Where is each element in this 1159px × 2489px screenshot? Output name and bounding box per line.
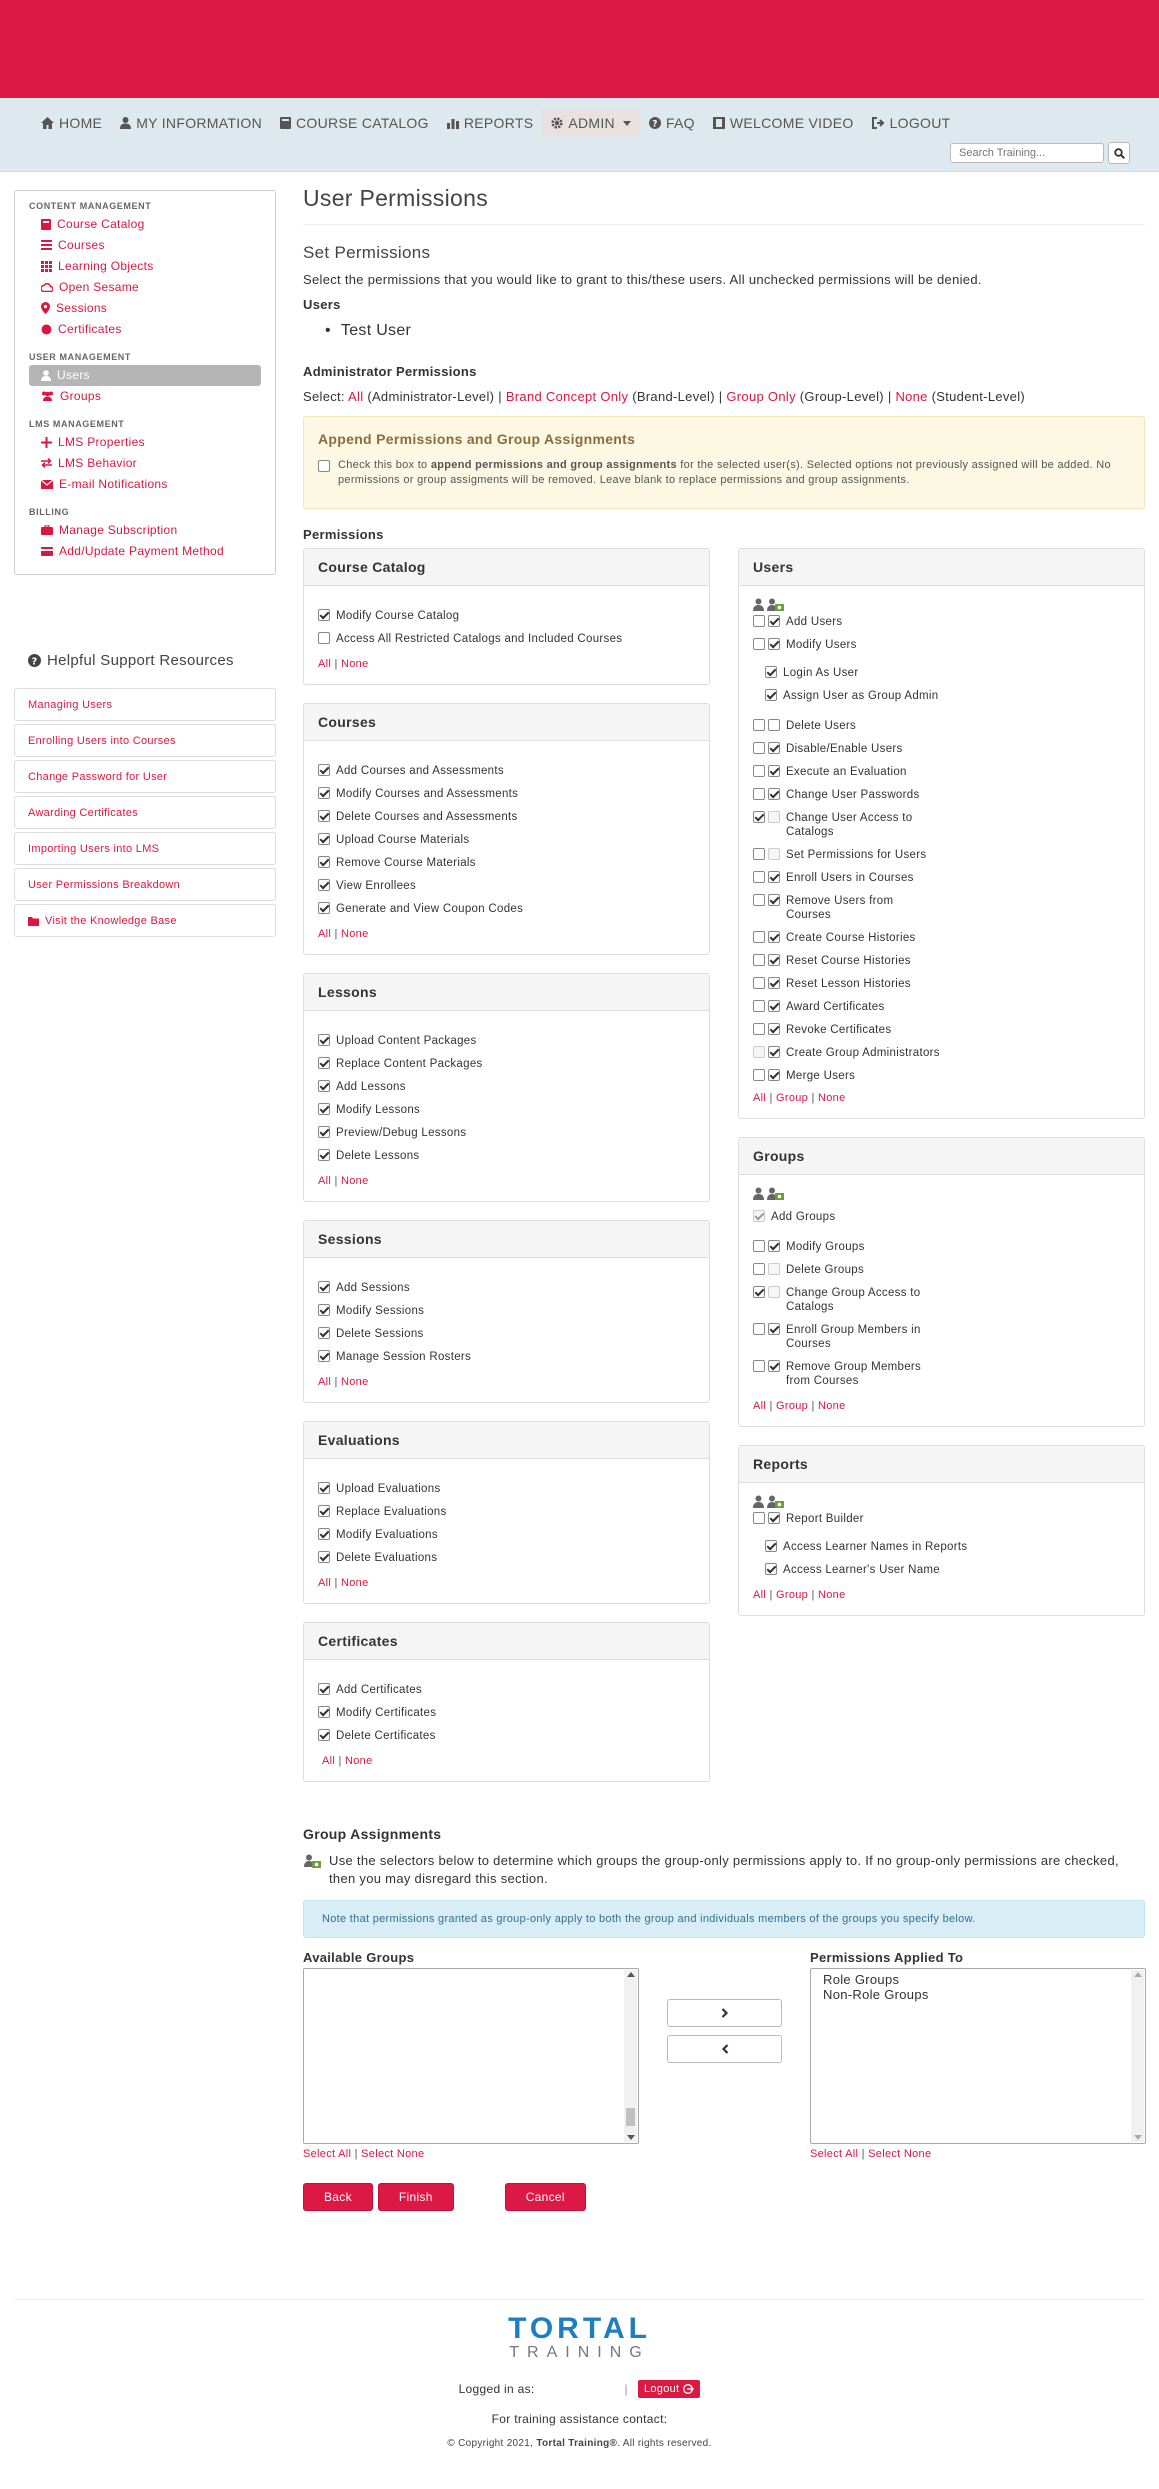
chevron-down-icon — [623, 121, 631, 126]
help-link-knowledge-base[interactable]: Visit the Knowledge Base — [14, 904, 276, 937]
nav-course-catalog[interactable]: COURSE CATALOG — [271, 109, 438, 137]
checkbox[interactable] — [768, 871, 780, 883]
group-user-icon — [766, 598, 784, 611]
available-groups: Available Groups Select All | Select None — [303, 1950, 639, 2160]
help-link-enrolling-users[interactable]: Enrolling Users into Courses — [14, 724, 276, 757]
panel-title: Lessons — [304, 974, 709, 1011]
selected-user: • Test User — [325, 322, 412, 339]
group-user-icon — [766, 1187, 784, 1200]
checkbox[interactable] — [753, 788, 765, 800]
select-none-link[interactable]: None — [345, 1755, 373, 1767]
checkbox[interactable] — [753, 931, 765, 943]
help-heading: ? Helpful Support Resources — [28, 652, 234, 669]
finish-button[interactable]: Finish — [378, 2183, 454, 2211]
sidebar-heading-users: USER MANAGEMENT — [29, 352, 132, 362]
select-all-link[interactable]: All — [318, 928, 332, 940]
select-none-link[interactable]: None — [341, 1175, 369, 1187]
checkbox[interactable] — [318, 1149, 330, 1161]
question-icon — [649, 117, 661, 129]
applied-groups-listbox[interactable] — [810, 1968, 1146, 2144]
map-marker-icon — [41, 302, 50, 314]
checkbox[interactable] — [753, 1263, 765, 1275]
page-footer — [14, 2299, 1145, 2469]
help-link-importing-users[interactable]: Importing Users into LMS — [14, 832, 276, 865]
sidebar-heading-content: CONTENT MANAGEMENT — [29, 201, 152, 211]
question-circle-icon — [28, 654, 41, 667]
list-item[interactable]: Role Groups — [823, 1972, 900, 1987]
checkbox[interactable] — [318, 879, 330, 891]
checkbox[interactable] — [768, 1512, 780, 1524]
select-none-link[interactable]: None — [341, 658, 369, 670]
sidebar-item-lms-properties[interactable]: LMS Properties — [29, 432, 261, 453]
checkbox[interactable] — [318, 1350, 330, 1362]
user-icon — [120, 117, 131, 129]
checkbox[interactable] — [768, 931, 780, 943]
select-all-link[interactable]: All — [318, 1175, 332, 1187]
preset-selector: Select: All (Administrator-Level) | Brand Concept Only (Brand-Level) | Group Only (Group-Level) | None (Student-Level) — [303, 389, 1026, 404]
help-link-awarding-certificates[interactable]: Awarding Certificates — [14, 796, 276, 829]
available-groups-listbox[interactable] — [303, 1968, 639, 2144]
checkbox[interactable] — [318, 1683, 330, 1695]
group-assignments-description: Use the selectors below to determine which groups the group-only permissions apply to. If no group-only permissions are checked, then you may disregard this section. — [329, 1853, 1119, 1886]
checkbox[interactable] — [753, 848, 765, 860]
checkbox[interactable] — [768, 742, 780, 754]
checkbox[interactable] — [318, 1528, 330, 1540]
checkbox[interactable] — [768, 848, 780, 860]
intro-text: Select the permissions that you would like to grant to this/these users. All unchecked permissions will be denied. — [303, 272, 982, 287]
checkbox[interactable] — [768, 765, 780, 777]
users-group-icon — [41, 391, 54, 401]
select-none-link[interactable]: None — [817, 1400, 846, 1412]
append-description: Check this box to append permissions and group assignments for the selected user(s). Selected options not previously assigned will be added. No permissions or group assigments will be removed. Leave blank to replace permissions and group assignments. — [338, 459, 1111, 486]
nav-logout[interactable]: LOGOUT — [863, 109, 960, 137]
checkbox[interactable] — [318, 1482, 330, 1494]
select-none-link[interactable]: None — [341, 928, 369, 940]
checkbox[interactable] — [768, 977, 780, 989]
sidebar-item-learning-objects[interactable]: Learning Objects — [29, 256, 261, 277]
column-icons — [753, 1187, 1130, 1200]
column-icons — [753, 598, 1130, 611]
checkbox[interactable] — [768, 719, 780, 731]
checkbox[interactable] — [768, 638, 780, 650]
checkbox[interactable] — [768, 1046, 780, 1058]
scroll-up-icon — [1134, 1972, 1142, 1977]
checkbox[interactable] — [318, 1126, 330, 1138]
group-user-icon — [766, 1495, 784, 1508]
certificates-panel: Certificates Add Certificates Modify Certificates Delete Certificates All | None — [303, 1622, 710, 1782]
column-icons — [753, 1495, 1130, 1508]
svg-text:?: ? — [652, 119, 658, 129]
gear-icon — [551, 117, 563, 129]
select-all-link[interactable]: All — [318, 1376, 332, 1388]
panel-title: Certificates — [304, 1623, 709, 1660]
scroll-down-icon — [627, 2135, 635, 2140]
checkbox[interactable] — [768, 1000, 780, 1012]
search-button[interactable] — [1108, 142, 1130, 164]
preset-all-link[interactable]: All — [348, 389, 364, 404]
main-content — [303, 185, 1145, 2211]
select-all-link[interactable]: All — [753, 1589, 767, 1601]
available-select-none[interactable]: Select None — [361, 2148, 425, 2160]
checkbox[interactable] — [318, 833, 330, 845]
checkbox[interactable] — [768, 615, 780, 627]
credit-card-icon — [41, 547, 53, 556]
checkbox[interactable] — [753, 1286, 765, 1298]
checkbox[interactable] — [318, 1103, 330, 1115]
select-none-link[interactable]: None — [817, 1092, 846, 1104]
envelope-icon — [41, 480, 53, 489]
scrollbar[interactable] — [1131, 1970, 1144, 2142]
sidebar-item-open-sesame[interactable]: Open Sesame — [29, 277, 261, 298]
applied-select-all[interactable]: Select All — [810, 2148, 859, 2160]
checkbox[interactable] — [318, 632, 330, 644]
top-navbar — [0, 98, 1159, 172]
book-icon — [41, 219, 51, 230]
user-icon — [753, 1187, 764, 1200]
checkbox[interactable] — [768, 811, 780, 823]
bar-chart-icon — [447, 117, 459, 129]
applied-select-none[interactable]: Select None — [868, 2148, 932, 2160]
back-button[interactable]: Back — [303, 2183, 373, 2211]
checkbox[interactable] — [753, 894, 765, 906]
page-title: User Permissions — [303, 185, 1145, 225]
nav-my-information[interactable]: MY INFORMATION — [111, 109, 271, 137]
checkbox[interactable] — [768, 788, 780, 800]
checkbox[interactable] — [753, 1023, 765, 1035]
nav-reports[interactable]: REPORTS — [438, 109, 543, 137]
applied-groups: Permissions Applied To Role Groups Non-Role Groups Select All | Select None — [810, 1950, 1146, 2160]
home-icon — [41, 117, 54, 129]
checkbox[interactable] — [318, 1304, 330, 1316]
tortal-logo: TORTAL TRAINING — [508, 2312, 651, 2361]
nav-home[interactable]: HOME — [32, 109, 111, 137]
sidebar-item-groups[interactable]: Groups — [29, 386, 261, 407]
select-all-link[interactable]: All — [318, 658, 332, 670]
admin-sidebar — [14, 190, 276, 575]
select-none-link[interactable]: None — [341, 1577, 369, 1589]
available-groups-title: Available Groups — [303, 1950, 415, 1965]
panel-title: Reports — [739, 1446, 1144, 1483]
checkbox[interactable] — [318, 1729, 330, 1741]
checkbox[interactable] — [318, 1057, 330, 1069]
nav-admin[interactable]: ADMIN — [542, 109, 640, 137]
users-panel: Users Add Users Modify Users Login As User Assign User as Group Admin Delete Users Disable/Enable Users Execute an Evaluation Change User Passwords Change User Access to Catalogs Set Permissions for Users Enroll Users in Courses Remove Users from Courses Create Course Histories Reset Course Histories Reset Lesson Histories Award Certificates Revoke Certificates Create Group Administrators Merge Users All | Group | None — [738, 548, 1145, 1119]
checkbox[interactable] — [768, 1286, 780, 1298]
help-link-permissions-breakdown[interactable]: User Permissions Breakdown — [14, 868, 276, 901]
group-assignments-title: Group Assignments — [303, 1826, 442, 1842]
checkbox[interactable] — [753, 615, 765, 627]
select-group-link[interactable]: Group — [776, 1092, 809, 1104]
users-label: Users — [303, 297, 341, 312]
checkbox[interactable] — [753, 1000, 765, 1012]
scrollbar[interactable] — [624, 1970, 637, 2142]
course-catalog-panel: Course Catalog Modify Course Catalog Access All Restricted Catalogs and Included Courses All | None — [303, 548, 710, 685]
panel-title: Course Catalog — [304, 549, 709, 586]
checkbox[interactable] — [765, 1563, 777, 1575]
panel-title: Courses — [304, 704, 709, 741]
sidebar-item-certificates[interactable]: Certificates — [29, 319, 261, 340]
svg-text:?: ? — [31, 656, 38, 667]
select-all-link[interactable]: All — [318, 1577, 332, 1589]
folder-open-icon — [28, 916, 40, 926]
checkbox[interactable] — [768, 1023, 780, 1035]
sidebar-item-users[interactable]: Users — [29, 365, 261, 386]
header-banner — [0, 0, 1159, 98]
checkbox[interactable] — [753, 1046, 765, 1058]
checkbox[interactable] — [318, 1327, 330, 1339]
set-permissions-title: Set Permissions — [303, 243, 431, 262]
select-group-link[interactable]: Group — [776, 1400, 809, 1412]
sessions-panel: Sessions Add Sessions Modify Sessions Delete Sessions Manage Session Rosters All | None — [303, 1220, 710, 1403]
checkbox[interactable] — [318, 1080, 330, 1092]
nav-faq[interactable]: ? FAQ — [640, 109, 704, 137]
logged-in-bar: Logged in as: | Logout — [14, 2380, 1145, 2398]
reports-panel: Reports Report Builder Access Learner Names in Reports Access Learner's User Name All | Group | None — [738, 1445, 1145, 1616]
exchange-icon — [41, 458, 52, 468]
checkbox[interactable] — [753, 719, 765, 731]
sign-out-icon — [683, 2384, 694, 2394]
sidebar-item-email-notifications[interactable]: E-mail Notifications — [29, 474, 261, 495]
group-only-note: Note that permissions granted as group-only apply to both the group and individuals members of the groups you specify below. — [303, 1900, 1145, 1938]
checkbox[interactable] — [318, 609, 330, 621]
help-resources-list — [14, 688, 276, 940]
checkbox[interactable] — [753, 1360, 765, 1372]
admin-permissions-title: Administrator Permissions — [303, 364, 477, 379]
user-icon — [41, 370, 51, 381]
checkbox[interactable] — [753, 954, 765, 966]
select-none-link[interactable]: None — [341, 1376, 369, 1388]
checkbox[interactable] — [753, 1240, 765, 1252]
permissions-label: Permissions — [303, 527, 384, 542]
append-title: Append Permissions and Group Assignments — [318, 431, 636, 447]
grid-icon — [41, 261, 52, 272]
sidebar-item-course-catalog[interactable]: Course Catalog — [29, 214, 261, 235]
chevron-left-icon — [721, 2044, 729, 2054]
append-checkbox[interactable] — [318, 460, 330, 472]
checkbox[interactable] — [318, 810, 330, 822]
checkbox[interactable] — [768, 1263, 780, 1275]
certificate-icon — [41, 324, 52, 335]
training-contact: For training assistance contact: — [491, 2412, 668, 2426]
preset-brand-link[interactable]: Brand Concept Only — [505, 389, 629, 404]
panel-title: Evaluations — [304, 1422, 709, 1459]
checkbox[interactable] — [753, 1069, 765, 1081]
bullet: • — [325, 322, 331, 339]
checkbox[interactable] — [765, 666, 777, 678]
panel-title: Sessions — [304, 1221, 709, 1258]
arrows-icon — [41, 437, 52, 448]
select-none-link[interactable]: None — [817, 1589, 846, 1601]
checkbox[interactable] — [768, 1360, 780, 1372]
applied-groups-title: Permissions Applied To — [810, 1950, 964, 1965]
evaluations-panel: Evaluations Upload Evaluations Replace Evaluations Modify Evaluations Delete Evaluations All | None — [303, 1421, 710, 1604]
chevron-right-icon — [721, 2008, 729, 2018]
sidebar-item-courses[interactable]: Courses — [29, 235, 261, 256]
scroll-down-icon — [1134, 2135, 1142, 2140]
select-group-link[interactable]: Group — [776, 1589, 809, 1601]
checkbox[interactable] — [768, 954, 780, 966]
checkbox[interactable] — [318, 1034, 330, 1046]
checkbox[interactable] — [318, 856, 330, 868]
select-all-link[interactable]: All — [322, 1755, 336, 1767]
sidebar-item-lms-behavior[interactable]: LMS Behavior — [29, 453, 261, 474]
lessons-panel: Lessons Upload Content Packages Replace Content Packages Add Lessons Modify Lessons Preview/Debug Lessons Delete Lessons All | None — [303, 973, 710, 1202]
checkbox[interactable] — [318, 1551, 330, 1563]
checkbox[interactable] — [318, 1281, 330, 1293]
checkbox[interactable] — [318, 764, 330, 776]
sidebar-item-payment-method[interactable]: Add/Update Payment Method — [29, 541, 261, 562]
move-left-button[interactable] — [667, 2035, 782, 2063]
group-user-icon — [303, 1854, 321, 1868]
copyright: © Copyright 2021, Tortal Training®. All rights reserved. — [447, 2438, 712, 2449]
checkbox[interactable] — [318, 1706, 330, 1718]
checkbox[interactable] — [318, 787, 330, 799]
right-permissions-column — [738, 548, 1145, 1800]
select-all-link[interactable]: All — [753, 1400, 767, 1412]
footer-logout-button[interactable]: Logout — [638, 2380, 700, 2398]
sidebar-item-sessions[interactable]: Sessions — [29, 298, 261, 319]
checkbox[interactable] — [753, 811, 765, 823]
user-icon — [753, 598, 764, 611]
groups-panel: Groups Add Groups Modify Groups Delete Groups Change Group Access to Catalogs Enroll Group Members in Courses Remove Group Members from Courses All | Group | None — [738, 1137, 1145, 1427]
scroll-up-icon — [627, 1972, 635, 1977]
checkbox[interactable] — [753, 638, 765, 650]
checkbox[interactable] — [765, 689, 777, 701]
nav-welcome-video[interactable]: WELCOME VIDEO — [704, 109, 863, 137]
checkbox[interactable] — [753, 1210, 765, 1222]
sidebar-heading-billing: BILLING — [29, 507, 70, 517]
checkbox[interactable] — [768, 1069, 780, 1081]
append-permissions-box — [303, 416, 1145, 509]
cancel-button[interactable]: Cancel — [505, 2183, 586, 2211]
list-icon — [41, 240, 52, 250]
available-select-all[interactable]: Select All — [303, 2148, 352, 2160]
checkbox[interactable] — [753, 1512, 765, 1524]
sidebar-heading-lms: LMS MANAGEMENT — [29, 419, 125, 429]
group-assignments-section — [303, 1826, 1145, 2211]
checkbox[interactable] — [768, 1240, 780, 1252]
checkbox[interactable] — [753, 742, 765, 754]
select-all-link[interactable]: All — [753, 1092, 767, 1104]
courses-panel: Courses Add Courses and Assessments Modify Courses and Assessments Delete Courses and Assessments Upload Course Materials Remove Course Materials View Enrollees Generate and View Coupon Codes All | None — [303, 703, 710, 955]
scroll-thumb[interactable] — [626, 2108, 635, 2126]
panel-title: Users — [739, 549, 1144, 586]
panel-title: Groups — [739, 1138, 1144, 1175]
film-icon — [713, 117, 725, 129]
preset-none-link[interactable]: None — [895, 389, 928, 404]
sidebar-item-manage-subscription[interactable]: Manage Subscription — [29, 520, 261, 541]
checkbox[interactable] — [753, 871, 765, 883]
checkbox[interactable] — [768, 1323, 780, 1335]
checkbox[interactable] — [753, 1323, 765, 1335]
briefcase-icon — [41, 525, 53, 535]
sign-out-icon — [872, 117, 885, 129]
checkbox[interactable] — [318, 1505, 330, 1517]
checkbox[interactable] — [768, 894, 780, 906]
help-link-change-password[interactable]: Change Password for User — [14, 760, 276, 793]
list-item[interactable]: Non-Role Groups — [823, 1987, 929, 2002]
preset-group-link[interactable]: Group Only — [726, 389, 796, 404]
user-icon — [753, 1495, 764, 1508]
checkbox[interactable] — [318, 902, 330, 914]
checkbox[interactable] — [765, 1540, 777, 1552]
book-icon — [280, 117, 291, 129]
checkbox[interactable] — [753, 765, 765, 777]
search-input[interactable] — [950, 143, 1104, 163]
left-permissions-column — [303, 548, 710, 1800]
cloud-icon — [41, 283, 53, 292]
move-right-button[interactable] — [667, 1999, 782, 2027]
checkbox[interactable] — [753, 977, 765, 989]
search-icon — [1114, 148, 1125, 159]
help-link-managing-users[interactable]: Managing Users — [14, 688, 276, 721]
